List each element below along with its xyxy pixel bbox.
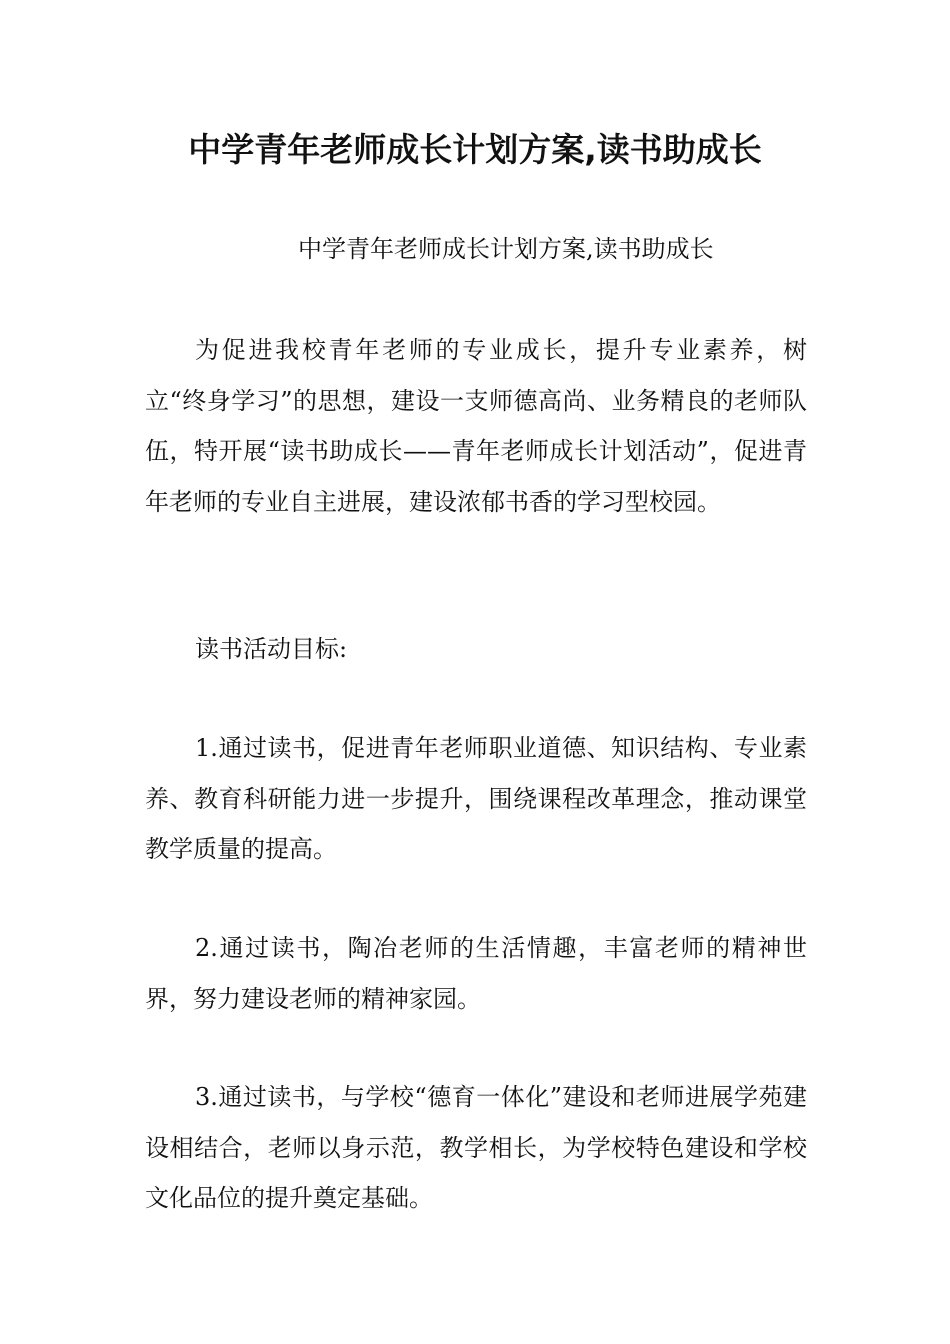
paragraph-intro: 为促进我校青年老师的专业成长，提升专业素养，树立“终身学习”的思想，建设一支师德高尚、业务精良的老师队伍，特开展“读书助成长——青年老师成长计划活动”，促进青年老师的专业自主进展，建设浓郁书香的学习型校园。	[145, 336, 807, 516]
document-subtitle: 中学青年老师成长计划方案,读书助成长	[298, 235, 714, 263]
paragraph-goal-1: 1.通过读书，促进青年老师职业道德、知识结构、专业素养、教育科研能力进一步提升，围绕课程改革理念，推动课堂教学质量的提高。	[145, 734, 807, 863]
paragraph-goals-heading: 读书活动目标:	[195, 635, 348, 663]
document-title: 中学青年老师成长计划方案,读书助成长	[188, 130, 762, 169]
paragraph-goal-2: 2.通过读书，陶冶老师的生活情趣，丰富老师的精神世界，努力建设老师的精神家园。	[145, 934, 807, 1013]
paragraph-goal-3: 3.通过读书，与学校“德育一体化”建设和老师进展学苑建设相结合，老师以身示范，教学相长，为学校特色建设和学校文化品位的提升奠定基础。	[145, 1083, 807, 1212]
